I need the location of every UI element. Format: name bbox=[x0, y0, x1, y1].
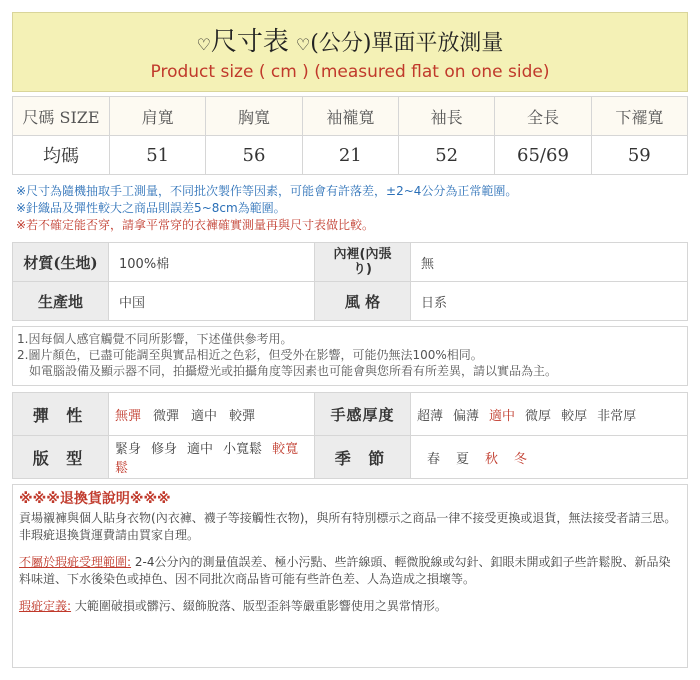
elasticity-option: 適中 bbox=[191, 408, 218, 424]
thickness-option: 非常厚 bbox=[597, 408, 637, 424]
style-value: 日系 bbox=[411, 282, 688, 321]
size-header-cell: 肩寬 bbox=[110, 97, 206, 136]
size-value-cell: 65/69 bbox=[495, 136, 591, 175]
header-title-zh bbox=[13, 27, 687, 60]
material-table bbox=[12, 242, 688, 321]
heart-icon: ♡ bbox=[196, 35, 211, 54]
policy-para3: 大範圍破損或髒污、綴飾脫落、版型歪斜等嚴重影響使用之異常情形。 bbox=[74, 599, 447, 613]
policy-para1-prefix: 貢場襯褲與個人 bbox=[19, 511, 104, 525]
fit-option: 修身 bbox=[151, 442, 178, 457]
season-option: 夏 bbox=[456, 451, 470, 467]
fit-option: 緊身 bbox=[115, 442, 142, 457]
origin-value: 中国 bbox=[109, 282, 315, 321]
size-table bbox=[12, 96, 688, 175]
thickness-option: 微厚 bbox=[525, 408, 552, 424]
season-option: 春 bbox=[427, 451, 441, 467]
size-value-cell: 56 bbox=[206, 136, 302, 175]
disclaimer-line: 1.因每個人感官觸覺不同所影響，下述僅供參考用。 bbox=[17, 332, 293, 346]
fit-options bbox=[109, 436, 315, 479]
material-row bbox=[13, 243, 688, 282]
thickness-options bbox=[411, 393, 688, 436]
thickness-label: 手感厚度 bbox=[315, 393, 411, 436]
size-value-cell: 52 bbox=[398, 136, 494, 175]
disclaimer-line: 2.圖片顏色，已盡可能調至與實品相近之色彩，但受外在影響，可能仍無法100%相同。 bbox=[17, 348, 483, 362]
material-label: 材質(生地) bbox=[13, 243, 109, 282]
attribute-table bbox=[12, 392, 688, 479]
header-title-en: Product size ( cm ) (measured flat on one side) bbox=[150, 62, 550, 82]
origin-row bbox=[13, 282, 688, 321]
thickness-option: 超薄 bbox=[417, 408, 444, 424]
size-header-cell: 尺碼 SIZE bbox=[13, 97, 110, 136]
measurement-notes bbox=[16, 183, 692, 234]
thickness-option: 較厚 bbox=[561, 408, 588, 424]
elasticity-option: 較彈 bbox=[229, 408, 256, 424]
heart-icon: ♡ bbox=[295, 35, 311, 54]
note-line: ※尺寸為隨機抽取手工測量，不同批次製作等因素，可能會有許落差，±2~4公分為正常範圍。 bbox=[16, 184, 518, 198]
size-chart-header bbox=[12, 12, 688, 92]
origin-label: 生產地 bbox=[13, 282, 109, 321]
return-policy bbox=[12, 484, 688, 668]
season-option: 冬 bbox=[514, 451, 528, 467]
size-header-cell: 袖襱寬 bbox=[302, 97, 398, 136]
policy-para2: 2-4公分內的測量值誤差、極小污點、些許線頭、輕微脫線或勾針、釦眼未開或釦子些許鬆脫、新品染料味道、下水後染色或掉色、因不同批次商品皆可能有些許色差、人為造成之損壞等。 bbox=[19, 555, 671, 586]
size-table-header-row bbox=[13, 97, 688, 136]
thickness-option: 適中 bbox=[489, 408, 516, 424]
color-disclaimer bbox=[12, 326, 688, 386]
season-label: 季 節 bbox=[315, 436, 411, 479]
elasticity-label: 彈 性 bbox=[13, 393, 109, 436]
header-subtitle: (公分)單面平放測量 bbox=[310, 31, 504, 56]
size-table-row bbox=[13, 136, 688, 175]
size-header-cell: 胸寬 bbox=[206, 97, 302, 136]
policy-para2-label: 不屬於瑕疵受理範圍: bbox=[19, 555, 132, 569]
elasticity-option: 微彈 bbox=[153, 408, 180, 424]
lining-value: 無 bbox=[411, 243, 688, 282]
policy-paragraph bbox=[19, 554, 681, 588]
fit-label: 版 型 bbox=[13, 436, 109, 479]
elasticity-options bbox=[109, 393, 315, 436]
season-option: 秋 bbox=[485, 451, 499, 467]
size-value-cell: 59 bbox=[591, 136, 687, 175]
size-value-cell: 均碼 bbox=[13, 136, 110, 175]
size-header-cell: 下襬寬 bbox=[591, 97, 687, 136]
policy-para3-label: 瑕疵定義: bbox=[19, 599, 72, 613]
note-line: ※若不確定能否穿，請拿平常穿的衣褲確實測量再與尺寸表做比較。 bbox=[16, 218, 375, 232]
size-value-cell: 51 bbox=[110, 136, 206, 175]
policy-paragraph bbox=[19, 598, 681, 615]
disclaimer-line: 如電腦設備及顯示器不同，拍攝燈光或拍攝角度等因素也可能會與您所看有所差異，請以實品為主。 bbox=[29, 364, 558, 378]
fit-option: 適中 bbox=[187, 442, 214, 457]
elasticity-option: 無彈 bbox=[115, 408, 142, 424]
size-header-cell: 袖長 bbox=[398, 97, 494, 136]
size-header-cell: 全長 bbox=[495, 97, 591, 136]
header-title: 尺寸表 bbox=[210, 27, 289, 57]
fit-option: 較寬鬆 bbox=[115, 442, 299, 476]
note-line: ※針織品及彈性較大之商品則誤差5~8cm為範圍。 bbox=[16, 201, 286, 215]
size-value-cell: 21 bbox=[302, 136, 398, 175]
material-value: 100%棉 bbox=[109, 243, 315, 282]
lining-label: 內裡(內張り) bbox=[315, 243, 411, 282]
thickness-option: 偏薄 bbox=[453, 408, 480, 424]
attribute-row bbox=[13, 393, 688, 436]
policy-title: ※※※退換貨說明※※※ bbox=[19, 491, 171, 507]
attribute-row bbox=[13, 436, 688, 479]
season-options bbox=[411, 436, 688, 479]
style-label: 風 格 bbox=[315, 282, 411, 321]
policy-paragraph bbox=[19, 510, 681, 544]
policy-para1: 貼身衣物(內衣褲、襪子等接觸性衣物)，與所有特別標示之商品一律不接受更換或退貨，無法接受者請三思。非瑕疵退換貨運費請由買家自理。 bbox=[19, 511, 677, 542]
fit-option: 小寬鬆 bbox=[223, 442, 263, 457]
